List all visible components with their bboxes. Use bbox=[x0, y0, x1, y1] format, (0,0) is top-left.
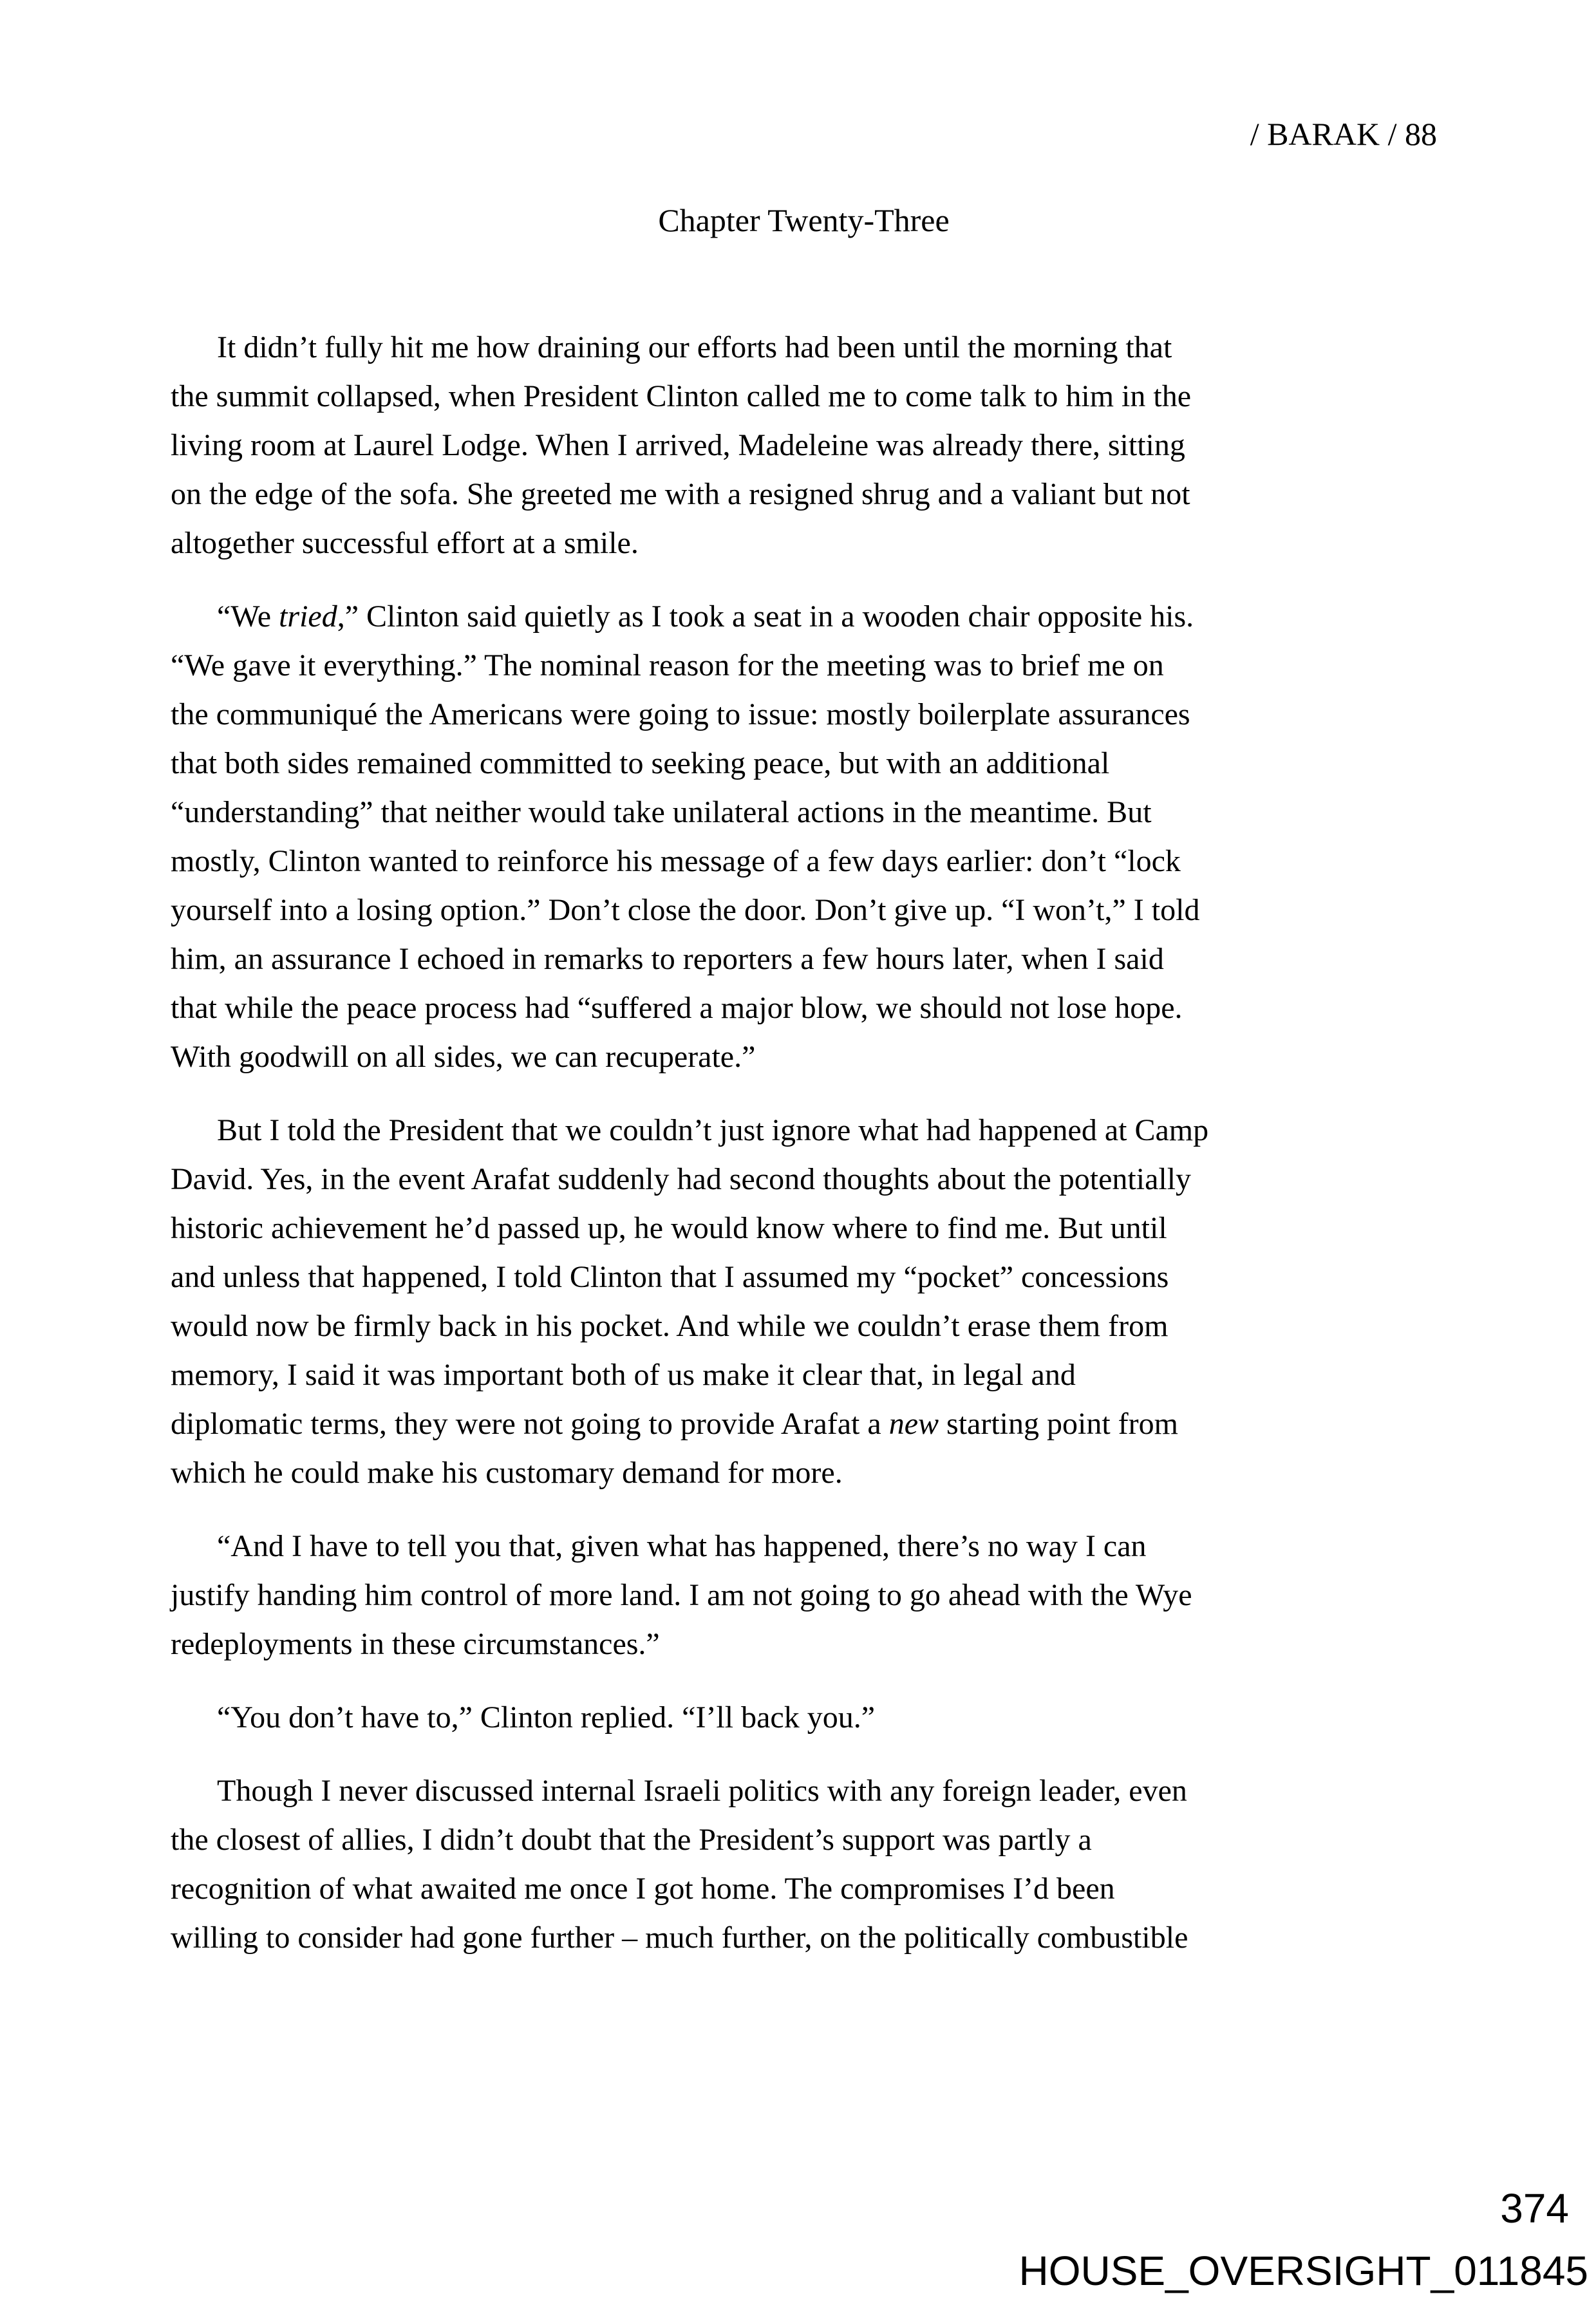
text-line bbox=[171, 372, 1437, 421]
text-segment: yourself into a losing option.” Don’t close the door. Don’t give up. “I won’t,” I told bbox=[171, 893, 1200, 927]
text-segment: willing to consider had gone further – much further, on the politically combustible bbox=[171, 1921, 1188, 1955]
running-header: / BARAK / 88 bbox=[1250, 116, 1437, 152]
text-line bbox=[171, 1693, 1437, 1742]
text-segment: David. Yes, in the event Arafat suddenly had second thoughts about the potentially bbox=[171, 1162, 1192, 1196]
text-segment: memory, I said it was important both of us make it clear that, in legal and bbox=[171, 1358, 1076, 1392]
text-line bbox=[171, 1449, 1437, 1498]
text-line bbox=[171, 1253, 1437, 1302]
text-segment: and unless that happened, I told Clinton that I assumed my “pocket” concessions bbox=[171, 1260, 1169, 1294]
text-line bbox=[171, 886, 1437, 935]
text-line bbox=[171, 1302, 1437, 1351]
text-segment: living room at Laurel Lodge. When I arrived, Madeleine was already there, sitting bbox=[171, 428, 1185, 462]
text-segment: the communiqué the Americans were going to issue: mostly boilerplate assurances bbox=[171, 697, 1190, 731]
text-segment: “You don’t have to,” Clinton replied. “I’ll back you.” bbox=[217, 1700, 876, 1734]
text-line bbox=[171, 984, 1437, 1033]
text-segment: him, an assurance I echoed in remarks to reporters a few hours later, when I said bbox=[171, 942, 1164, 976]
text-segment: ,” Clinton said quietly as I took a seat in a wooden chair opposite his. bbox=[337, 599, 1194, 634]
text-line bbox=[171, 592, 1437, 641]
text-line bbox=[171, 1351, 1437, 1400]
text-line bbox=[171, 1106, 1437, 1155]
paragraph bbox=[171, 323, 1437, 568]
text-line bbox=[171, 1865, 1437, 1913]
text-line bbox=[171, 788, 1437, 837]
text-segment: mostly, Clinton wanted to reinforce his message of a few days earlier: don’t “lock bbox=[171, 844, 1181, 878]
text-segment: But I told the President that we couldn’t just ignore what had happened at Camp bbox=[217, 1113, 1209, 1147]
text-segment: starting point from bbox=[939, 1407, 1178, 1441]
text-segment: With goodwill on all sides, we can recuperate.” bbox=[171, 1040, 756, 1074]
text-line bbox=[171, 1522, 1437, 1571]
paragraph bbox=[171, 592, 1437, 1082]
text-line bbox=[171, 739, 1437, 788]
text-segment: “We gave it everything.” The nominal reason for the meeting was to brief me on bbox=[171, 648, 1164, 682]
text-segment: would now be firmly back in his pocket. And while we couldn’t erase them from bbox=[171, 1309, 1169, 1343]
text-line bbox=[171, 837, 1437, 886]
text-segment: “We bbox=[217, 599, 279, 634]
text-line bbox=[171, 1571, 1437, 1620]
text-line bbox=[171, 421, 1437, 470]
text-segment: historic achievement he’d passed up, he would know where to find me. But until bbox=[171, 1211, 1167, 1245]
text-segment: “And I have to tell you that, given what has happened, there’s no way I can bbox=[217, 1529, 1147, 1563]
text-segment: the closest of allies, I didn’t doubt that the President’s support was partly a bbox=[171, 1823, 1092, 1857]
text-segment: the summit collapsed, when President Clinton called me to come talk to him in the bbox=[171, 379, 1192, 413]
italic-text-segment: tried bbox=[279, 599, 337, 634]
text-line bbox=[171, 519, 1437, 568]
text-segment: It didn’t fully hit me how draining our efforts had been until the morning that bbox=[217, 330, 1172, 364]
text-line bbox=[171, 641, 1437, 690]
text-line bbox=[171, 935, 1437, 984]
text-segment: on the edge of the sofa. She greeted me with a resigned shrug and a valiant but not bbox=[171, 477, 1190, 511]
text-line bbox=[171, 1400, 1437, 1449]
text-segment: justify handing him control of more land. I am not going to go ahead with the Wye bbox=[171, 1578, 1192, 1612]
text-segment: redeployments in these circumstances.” bbox=[171, 1627, 660, 1661]
text-segment: altogether successful effort at a smile. bbox=[171, 526, 639, 560]
text-line bbox=[171, 323, 1437, 372]
bates-stamp: HOUSE_OVERSIGHT_011845 bbox=[1019, 2248, 1588, 2294]
paragraph bbox=[171, 1767, 1437, 1962]
italic-text-segment: new bbox=[888, 1407, 939, 1441]
text-segment: diplomatic terms, they were not going to provide Arafat a bbox=[171, 1407, 889, 1441]
document-body bbox=[171, 323, 1437, 1962]
text-line bbox=[171, 1620, 1437, 1669]
paragraph bbox=[171, 1693, 1437, 1742]
text-segment: recognition of what awaited me once I got home. The compromises I’d been bbox=[171, 1872, 1115, 1906]
paragraph bbox=[171, 1106, 1437, 1498]
text-segment: that both sides remained committed to seeking peace, but with an additional bbox=[171, 746, 1110, 780]
text-line bbox=[171, 1913, 1437, 1962]
paragraph bbox=[171, 1522, 1437, 1669]
text-line bbox=[171, 1155, 1437, 1204]
text-line bbox=[171, 690, 1437, 739]
text-line bbox=[171, 1767, 1437, 1816]
page-number: 374 bbox=[1500, 2185, 1569, 2232]
text-segment: “understanding” that neither would take unilateral actions in the meantime. But bbox=[171, 795, 1152, 829]
text-line bbox=[171, 1033, 1437, 1082]
chapter-title: Chapter Twenty-Three bbox=[658, 202, 950, 238]
text-line bbox=[171, 470, 1437, 519]
text-line bbox=[171, 1816, 1437, 1865]
text-segment: which he could make his customary demand for more. bbox=[171, 1456, 843, 1490]
text-segment: that while the peace process had “suffered a major blow, we should not lose hope. bbox=[171, 991, 1183, 1025]
text-segment: Though I never discussed internal Israeli politics with any foreign leader, even bbox=[217, 1774, 1187, 1808]
text-line bbox=[171, 1204, 1437, 1253]
